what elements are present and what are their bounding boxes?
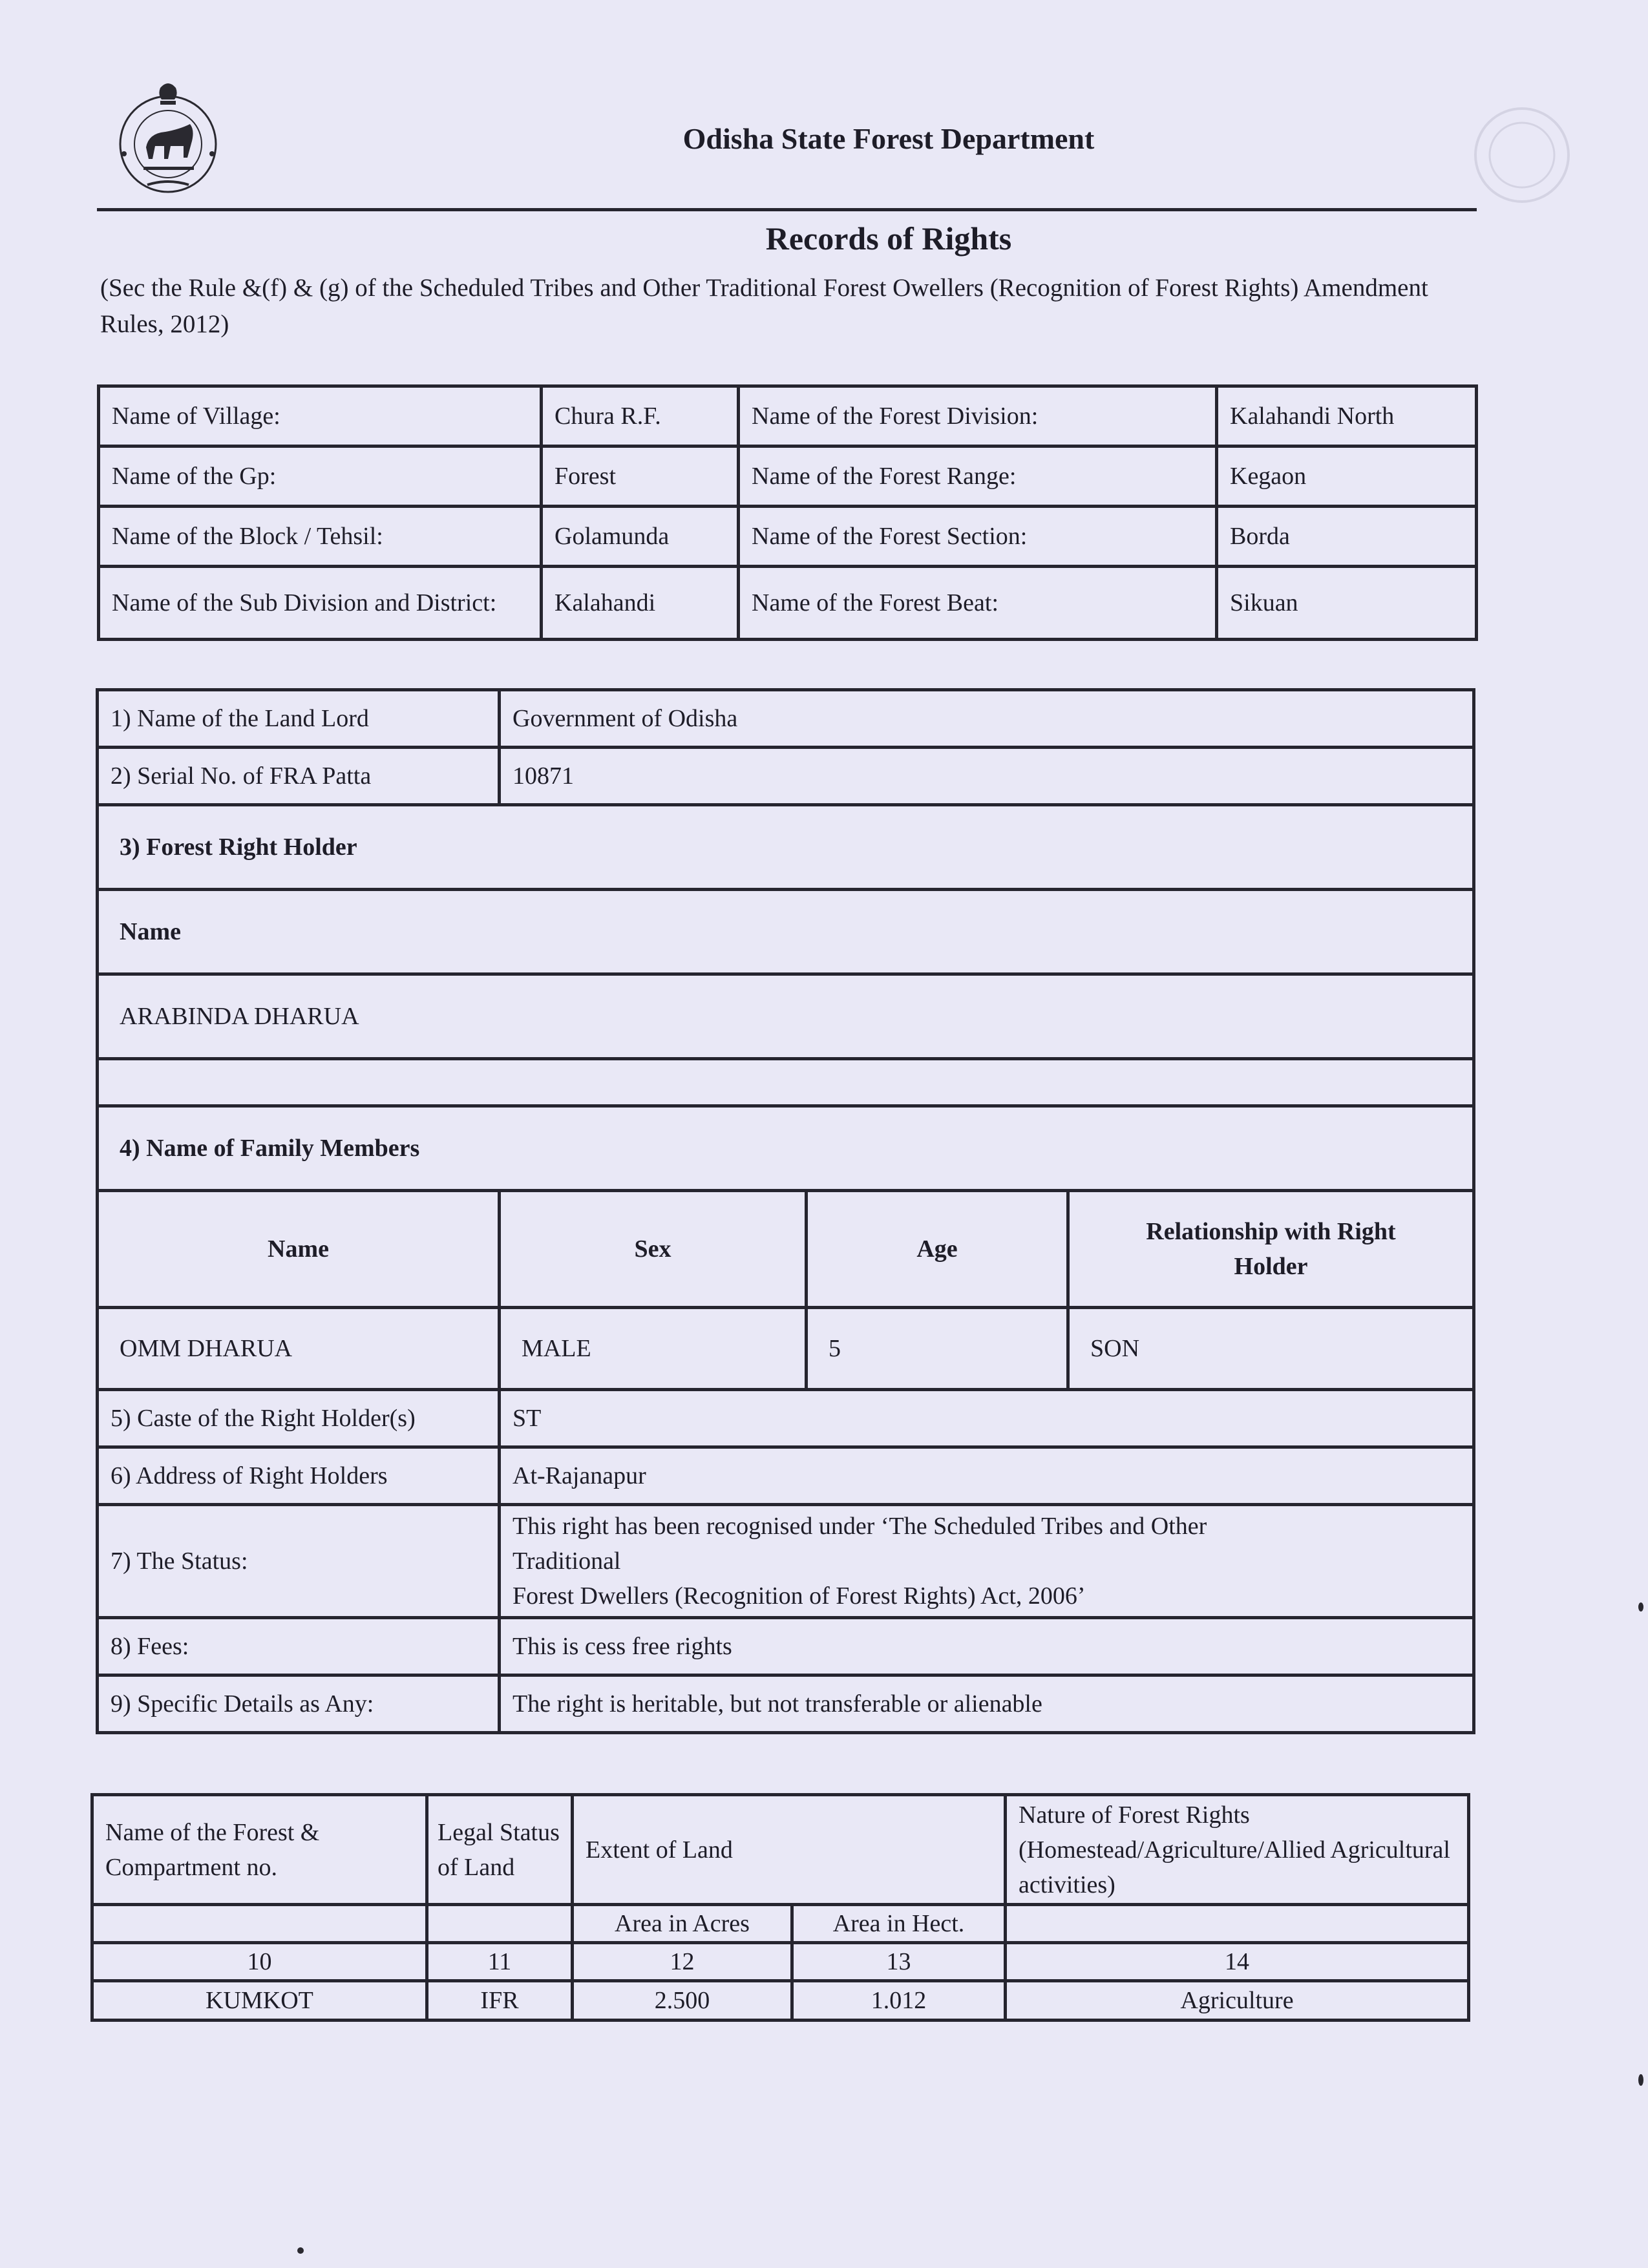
legal-status-header: Legal Status of Land xyxy=(427,1795,573,1905)
caste-row xyxy=(98,1390,1474,1447)
caste-value: ST xyxy=(500,1390,1474,1447)
location-row xyxy=(99,446,1477,507)
right-holder-heading-row xyxy=(98,805,1474,890)
location-row xyxy=(99,507,1477,567)
block-tehsil-label: Name of the Block / Tehsil: xyxy=(99,507,542,567)
column-number-row xyxy=(92,1943,1469,1981)
fees-label: 8) Fees: xyxy=(98,1618,500,1675)
rights-table xyxy=(96,688,1475,1734)
status-row xyxy=(98,1505,1474,1618)
empty-cell xyxy=(1006,1905,1469,1943)
status-value xyxy=(500,1505,1474,1618)
right-holder-name-row xyxy=(98,974,1474,1059)
right-holder-name: ARABINDA DHARUA xyxy=(98,974,1474,1059)
details-row xyxy=(98,1675,1474,1733)
document-title: Records of Rights xyxy=(765,220,1012,257)
address-label: 6) Address of Right Holders xyxy=(98,1447,500,1505)
family-col-name: Name xyxy=(98,1191,500,1308)
details-value: The right is heritable, but not transferable or alienable xyxy=(500,1675,1474,1733)
forest-compartment-header: Name of the Forest & Compartment no. xyxy=(92,1795,427,1905)
family-member-row xyxy=(98,1308,1474,1390)
fees-value: This is cess free rights xyxy=(500,1618,1474,1675)
forest-beat-value: Sikuan xyxy=(1217,567,1477,640)
location-row xyxy=(99,567,1477,640)
forest-division-label: Name of the Forest Division: xyxy=(739,386,1217,446)
col-number: 13 xyxy=(792,1943,1006,1981)
land-row xyxy=(92,1981,1469,2021)
member-sex: MALE xyxy=(500,1308,807,1390)
land-lord-value: Government of Odisha xyxy=(500,690,1474,748)
family-heading-row xyxy=(98,1106,1474,1191)
village-value: Chura R.F. xyxy=(542,386,739,446)
status-line-2: Traditional xyxy=(512,1548,621,1575)
land-lord-row xyxy=(98,690,1474,748)
member-name: OMM DHARUA xyxy=(98,1308,500,1390)
serial-label: 2) Serial No. of FRA Patta xyxy=(98,748,500,805)
member-relationship: SON xyxy=(1068,1308,1474,1390)
location-table xyxy=(97,384,1478,641)
subdivision-district-value: Kalahandi xyxy=(542,567,739,640)
details-label: 9) Specific Details as Any: xyxy=(98,1675,500,1733)
forest-division-value: Kalahandi North xyxy=(1217,386,1477,446)
forest-beat-label: Name of the Forest Beat: xyxy=(739,567,1217,640)
land-subheader-row xyxy=(92,1905,1469,1943)
forest-range-label: Name of the Forest Range: xyxy=(739,446,1217,507)
right-holder-heading: 3) Forest Right Holder xyxy=(98,805,1474,890)
area-hectares: 1.012 xyxy=(792,1981,1006,2021)
empty-cell xyxy=(92,1905,427,1943)
family-col-sex: Sex xyxy=(500,1191,807,1308)
member-age: 5 xyxy=(807,1308,1068,1390)
fees-row xyxy=(98,1618,1474,1675)
empty-row xyxy=(98,1059,1474,1106)
land-header-row xyxy=(92,1795,1469,1905)
col-number: 11 xyxy=(427,1943,573,1981)
serial-row xyxy=(98,748,1474,805)
address-row xyxy=(98,1447,1474,1505)
name-heading: Name xyxy=(98,890,1474,974)
forest-section-label: Name of the Forest Section: xyxy=(739,507,1217,567)
family-col-relationship: Relationship with Right Holder xyxy=(1068,1191,1474,1308)
header-divider xyxy=(97,208,1477,211)
nature-of-right: Agriculture xyxy=(1006,1981,1469,2021)
col-number: 14 xyxy=(1006,1943,1469,1981)
area-acres-header: Area in Acres xyxy=(573,1905,792,1943)
village-label: Name of Village: xyxy=(99,386,542,446)
status-line-1: This right has been recognised under ‘The Scheduled Tribes and Other xyxy=(512,1513,1207,1540)
area-hect-header: Area in Hect. xyxy=(792,1905,1006,1943)
block-tehsil-value: Golamunda xyxy=(542,507,739,567)
nature-header: Nature of Forest Rights (Homestead/Agriculture/Allied Agricultural activities) xyxy=(1006,1795,1469,1905)
gp-value: Forest xyxy=(542,446,739,507)
gp-label: Name of the Gp: xyxy=(99,446,542,507)
location-row xyxy=(99,386,1477,446)
family-col-age: Age xyxy=(807,1191,1068,1308)
area-acres: 2.500 xyxy=(573,1981,792,2021)
forest-name: KUMKOT xyxy=(92,1981,427,2021)
status-line-3: Forest Dwellers (Recognition of Forest Rights) Act, 2006’ xyxy=(512,1582,1086,1610)
family-heading: 4) Name of Family Members xyxy=(98,1106,1474,1191)
name-heading-row xyxy=(98,890,1474,974)
status-label: 7) The Status: xyxy=(98,1505,500,1618)
scan-speck xyxy=(1638,2074,1643,2086)
family-header-row xyxy=(98,1191,1474,1308)
forest-section-value: Borda xyxy=(1217,507,1477,567)
empty-cell xyxy=(98,1059,1474,1106)
serial-value: 10871 xyxy=(500,748,1474,805)
rule-reference-subtitle: (Sec the Rule &(f) & (g) of the Scheduled Tribes and Other Traditional Forest Owellers (Recognition of Forest Rights) Amendment Rules, 2012) xyxy=(100,274,1428,338)
col-number: 10 xyxy=(92,1943,427,1981)
forest-range-value: Kegaon xyxy=(1217,446,1477,507)
land-lord-label: 1) Name of the Land Lord xyxy=(98,690,500,748)
subdivision-district-label: Name of the Sub Division and District: xyxy=(99,567,542,640)
legal-status: IFR xyxy=(427,1981,573,2021)
department-title: Odisha State Forest Department xyxy=(682,122,1095,155)
address-value: At-Rajanapur xyxy=(500,1447,1474,1505)
extent-header: Extent of Land xyxy=(573,1795,1006,1905)
scan-speck xyxy=(297,2247,304,2254)
empty-cell xyxy=(427,1905,573,1943)
col-number: 12 xyxy=(573,1943,792,1981)
land-table xyxy=(90,1793,1470,2022)
scan-speck xyxy=(1638,1602,1643,1612)
caste-label: 5) Caste of the Right Holder(s) xyxy=(98,1390,500,1447)
